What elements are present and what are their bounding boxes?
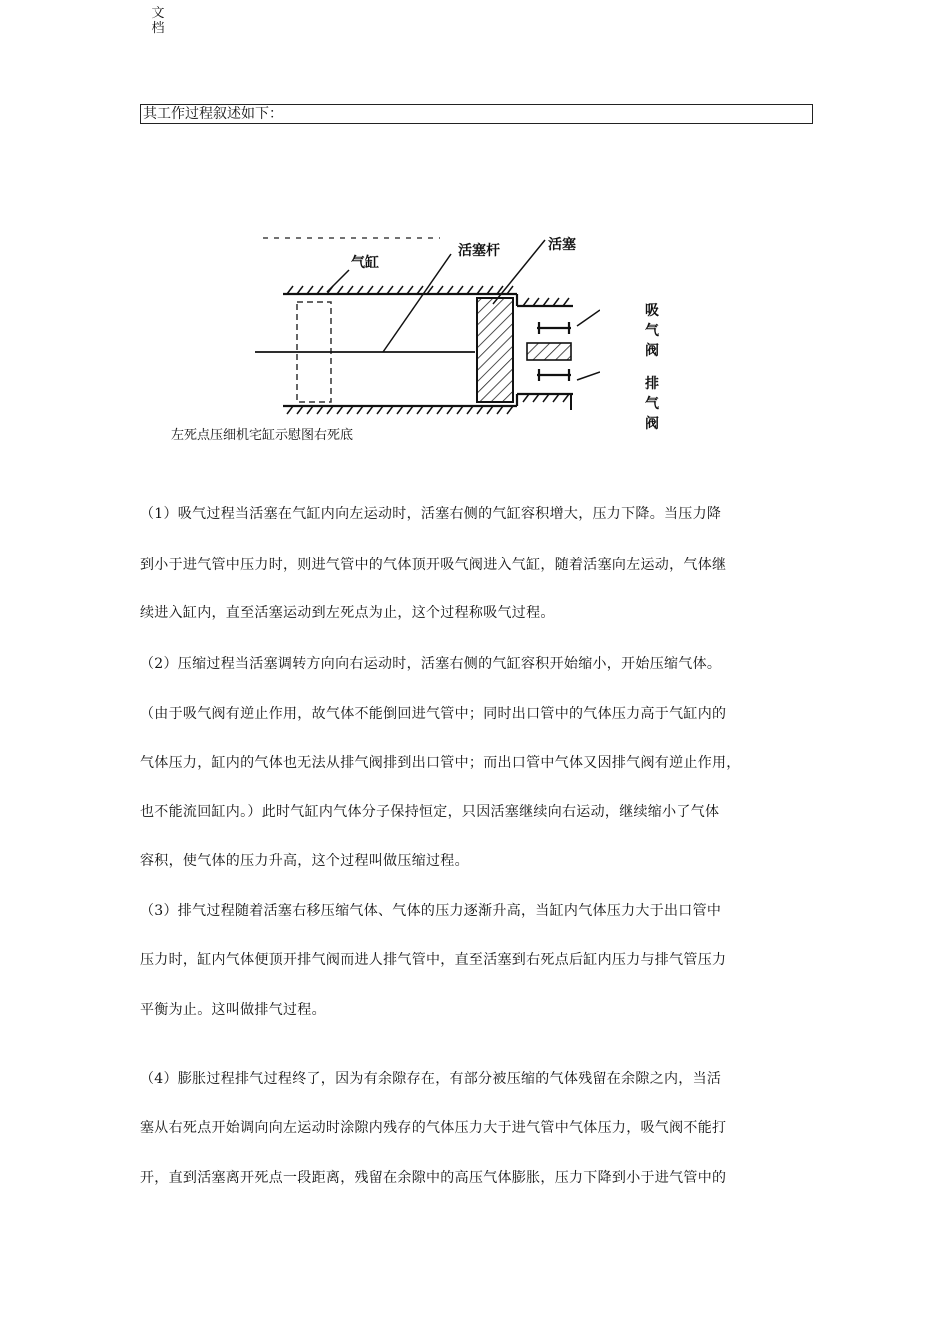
piston: [477, 298, 513, 402]
figure-caption: 左死点压细机宅缸示慰图右死底: [171, 428, 354, 443]
cylinder-leader: [327, 270, 349, 292]
suction-valve: [537, 322, 571, 334]
label-cylinder: 气缸: [351, 255, 379, 271]
discharge-valve: [537, 369, 571, 381]
paragraph-line: 开，直到活塞离开死点一段距离，残留在余隙中的高压气体膨胀，压力下降到小于进气管中的: [140, 1170, 727, 1186]
paragraph-line: （2）压缩过程当活塞调转方向向右运动时，活塞右侧的气缸容积开始缩小，开始压缩气体。: [140, 656, 722, 672]
paragraph-line: 到小于进气管中压力时，则进气管中的气体顶开吸气阀进入气缸，随着活塞向左运动，气体继: [140, 557, 727, 573]
discharge-valve-leader: [577, 372, 600, 380]
label-piston: 活塞: [548, 237, 576, 253]
cylinder-bottom-hatch: [287, 406, 513, 414]
compressor-diagram-svg: [255, 230, 600, 430]
paragraph-line: （1）吸气过程当活塞在气缸内向左运动时，活塞右侧的气缸容积增大，压力下降。当压力降: [140, 506, 722, 522]
paragraph-line: 塞从右死点开始调向向左运动时涂隙内残存的气体压力大于进气管中气体压力，吸气阀不能打: [140, 1120, 727, 1136]
paragraph-line: 平衡为止。这叫做排气过程。: [140, 1002, 326, 1018]
paragraph-line: （由于吸气阀有逆止作用，故气体不能倒回进气管中；同时出口管中的气体压力高于气缸内的: [140, 706, 727, 722]
paragraph-line: 容积，使气体的压力升高，这个过程叫做压缩过程。: [140, 853, 469, 869]
label-discharge-valve: 排气阀: [645, 376, 659, 432]
cylinder-top-hatch: [287, 286, 513, 294]
paragraph-line: 续进入缸内，直至活塞运动到左死点为止，这个过程称吸气过程。: [140, 605, 555, 621]
label-piston-rod: 活塞杆: [458, 243, 500, 259]
compressor-diagram: [255, 230, 659, 432]
label-suction-valve: 吸气阀: [645, 303, 659, 359]
paragraph-line: 气体压力，缸内的气体也无法从排气阀排到出口管中；而出口管中气体又因排气阀有逆止作用，: [140, 755, 741, 771]
paragraph-line: 也不能流回缸内。）此时气缸内气体分子保持恒定，只因活塞继续向右运动，继续缩小了气体: [140, 804, 720, 820]
piston-leader: [493, 240, 545, 304]
suction-valve-leader: [577, 310, 600, 326]
piston-rod-leader: [383, 254, 451, 352]
header-mark: 文档: [151, 6, 165, 36]
paragraph-line: （3）排气过程随着活塞右移压缩气体、气体的压力逐渐升高，当缸内气体压力大于出口管中: [140, 903, 722, 919]
paragraph-line: 压力时，缸内气体便顶开排气阀而进人排气管中，直至活塞到右死点后缸内压力与排气管压力: [140, 952, 727, 968]
paragraph-line: （4）膨胀过程排气过程终了，因为有余隙存在，有部分被压缩的气体残留在余隙之内，当活: [140, 1071, 722, 1087]
intro-heading: 其工作过程叙述如下：: [140, 104, 813, 124]
head-top-hatch: [523, 298, 569, 306]
valve-seat: [527, 343, 571, 360]
head-bottom-hatch: [523, 394, 569, 402]
